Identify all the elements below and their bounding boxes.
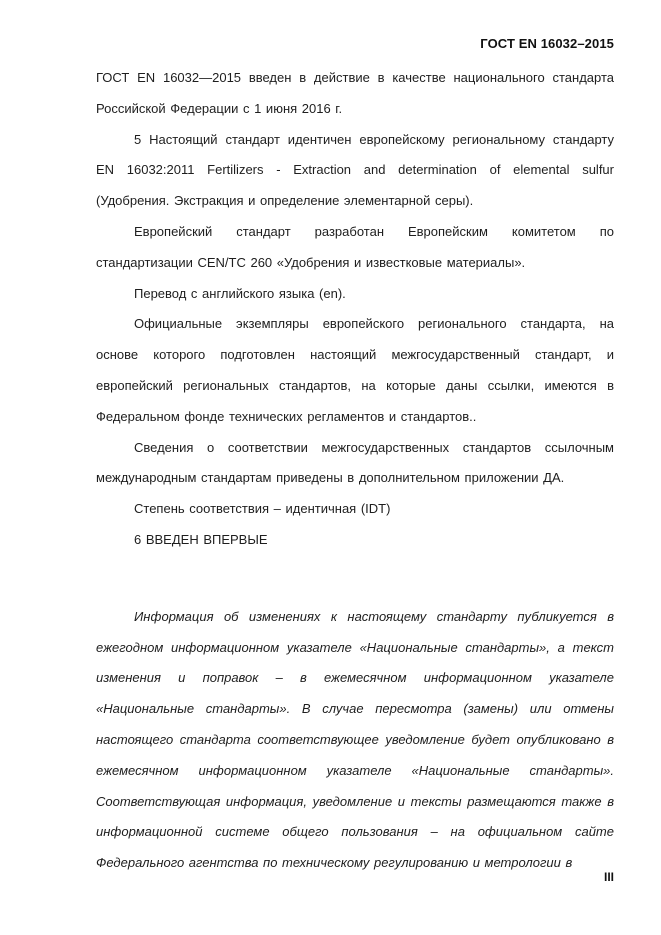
paragraph-conformity-degree: Степень соответствия – идентичная (IDT) [134, 501, 391, 517]
changes-notice-paragraph: Информация об изменениях к настоящему стандарту публикуется в ежегодном информационном указателе «Национальные стандарты», а текст изменения и поправок – в ежемесячном информационном указателе «Национальные стандарты». В случае пересмотра (замены) или отмены настоящего стандарта соответствующее уведомление будет опубликовано в ежемесячном информационном указателе «Национальные стандарты». Соответствующая информация, уведомление и тексты размещаются также в информационной системе общего пользования – на официальном сайте Федерального агентства по техническому регулированию и метрологии в [96, 608, 614, 871]
document-code-header: ГОСТ EN 16032–2015 [480, 36, 614, 51]
page-number: III [603, 870, 614, 884]
paragraph-first-introduced: 6 ВВЕДЕН ВПЕРВЫЕ [134, 531, 268, 547]
document-body [96, 63, 614, 879]
paragraph-reference-info: Сведения о соответствии межгосударственных стандартов ссылочным международным стандартам приведены в дополнительном приложении ДА. [96, 439, 614, 486]
paragraph-introduction-date: ГОСТ EN 16032—2015 введен в действие в качестве национального стандарта Российской Федерации с 1 июня 2016 г. [96, 70, 614, 116]
section-spacer [96, 556, 614, 602]
paragraph-translation: Перевод с английского языка (en). [134, 285, 346, 301]
paragraph-official-copies: Официальные экземпляры европейского регионального стандарта, на основе которого подготовлен настоящий межгосударственный стандарт, и европейский региональных стандартов, на которые даны ссылки, имеются в Федеральном фонде технических регламентов и стандартов.. [96, 316, 614, 424]
paragraph-developer: Европейский стандарт разработан Европейским комитетом по стандартизации CEN/TC 260 «Удобрения и известковые материалы». [96, 223, 614, 270]
paragraph-identical-standard: 5 Настоящий стандарт идентичен европейскому региональному стандарту EN 16032:2011 Fertilizers - Extraction and determination of elemental sulfur (Удобрения. Экстракция и определение элементарной серы). [96, 131, 614, 209]
